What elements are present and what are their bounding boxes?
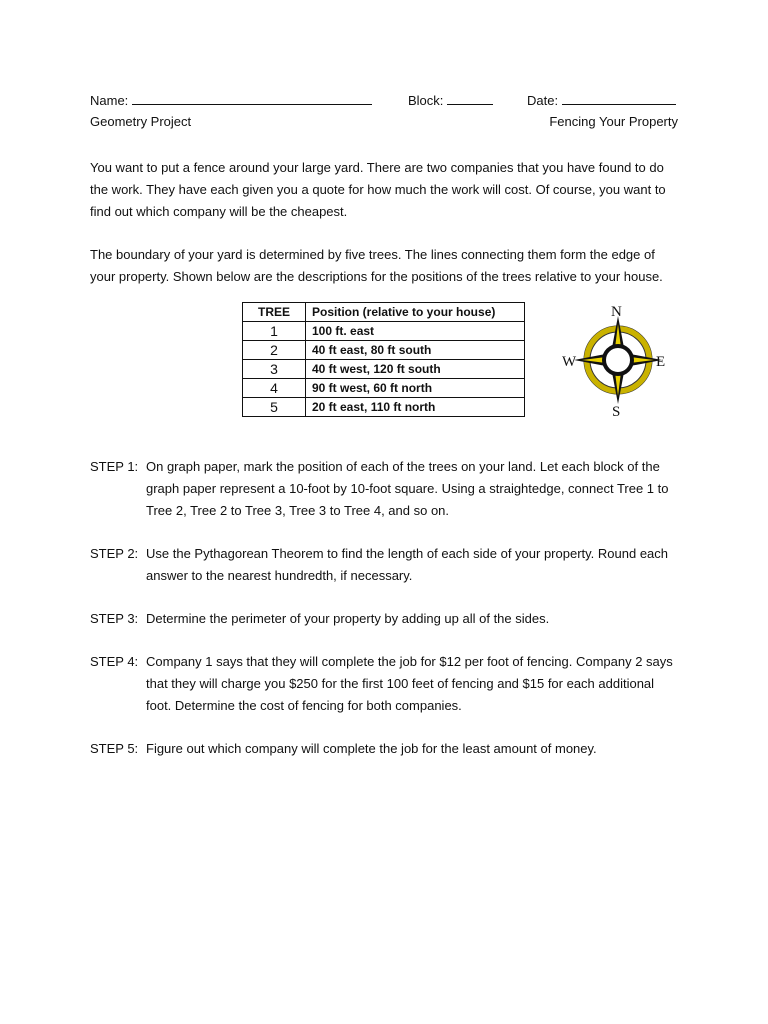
tree-number: 4: [243, 379, 306, 398]
course-title: Geometry Project: [90, 114, 192, 129]
tree-number: 2: [243, 341, 306, 360]
steps-list: [90, 456, 678, 760]
step-label: STEP 4:: [90, 654, 139, 669]
project-title: Fencing Your Property: [549, 114, 678, 129]
table-row: [243, 379, 525, 398]
tree-table: [242, 302, 525, 417]
table-row: [243, 398, 525, 417]
step-label: STEP 5:: [90, 741, 139, 756]
tree-position: 20 ft east, 110 ft north: [306, 398, 525, 417]
compass-label-s: S: [612, 404, 621, 418]
subheader-line: [90, 114, 678, 135]
block-field: [408, 92, 493, 108]
step-text: Determine the perimeter of your property by adding up all of the sides.: [146, 611, 550, 626]
header-line: [90, 92, 678, 113]
step-text: Use the Pythagorean Theorem to find the length of each side of your property. Round each answer to the nearest hundredth, if necessary.: [146, 546, 669, 583]
boundary-paragraph: The boundary of your yard is determined by five trees. The lines connecting them form the edge of your property. Shown below are the descriptions for the positions of the trees relative to your house.: [90, 247, 663, 284]
step-text: On graph paper, mark the position of each of the trees on your land. Let each block of the graph paper represent a 10-foot by 10-foot square. Using a straightedge, connect Tree 1 to Tree 2, Tree 2 to Tree 3, Tree 3 to Tree 4, and so on.: [146, 459, 669, 518]
name-field: [90, 92, 372, 108]
column-header-position: Position (relative to your house): [306, 303, 525, 322]
date-blank: [562, 92, 676, 105]
tree-number: 5: [243, 398, 306, 417]
step-item: [90, 543, 678, 587]
tree-position: 40 ft east, 80 ft south: [306, 341, 525, 360]
tree-position: 40 ft west, 120 ft south: [306, 360, 525, 379]
intro-paragraph: You want to put a fence around your large yard. There are two companies that you have found to do the work. They have each given you a quote for how much the work will cost. Of course, you want to find out which company will be the cheapest.: [90, 160, 666, 219]
tree-position: 90 ft west, 60 ft north: [306, 379, 525, 398]
compass-label-w: W: [562, 354, 577, 370]
step-text: Figure out which company will complete the job for the least amount of money.: [146, 741, 597, 756]
tree-section: [90, 302, 678, 420]
table-row: [243, 360, 525, 379]
table-row: [243, 341, 525, 360]
date-label: Date:: [527, 93, 559, 108]
compass-label-e: E: [656, 354, 666, 370]
block-label: Block:: [408, 93, 444, 108]
step-label: STEP 2:: [90, 546, 139, 561]
step-text: Company 1 says that they will complete the job for $12 per foot of fencing. Company 2 says that they will charge you $250 for the first 100 feet of fencing and $15 for each additional foot. Determine the cost of fencing for both companies.: [146, 654, 673, 713]
name-blank: [132, 92, 372, 105]
step-item: [90, 608, 678, 630]
tree-number: 3: [243, 360, 306, 379]
block-blank: [447, 92, 493, 105]
worksheet: [90, 92, 678, 781]
table-header-row: [243, 303, 525, 322]
tree-number: 1: [243, 322, 306, 341]
compass-center: [604, 346, 632, 374]
date-field: [527, 92, 676, 108]
column-header-tree: TREE: [243, 303, 306, 322]
tree-position: 100 ft. east: [306, 322, 525, 341]
step-label: STEP 3:: [90, 611, 139, 626]
table-row: [243, 322, 525, 341]
step-item: [90, 651, 678, 717]
compass-label-n: N: [611, 304, 622, 320]
compass-rose-icon: [562, 302, 682, 418]
name-label: Name:: [90, 93, 129, 108]
step-item: [90, 738, 678, 760]
step-label: STEP 1:: [90, 459, 139, 474]
step-item: [90, 456, 678, 522]
